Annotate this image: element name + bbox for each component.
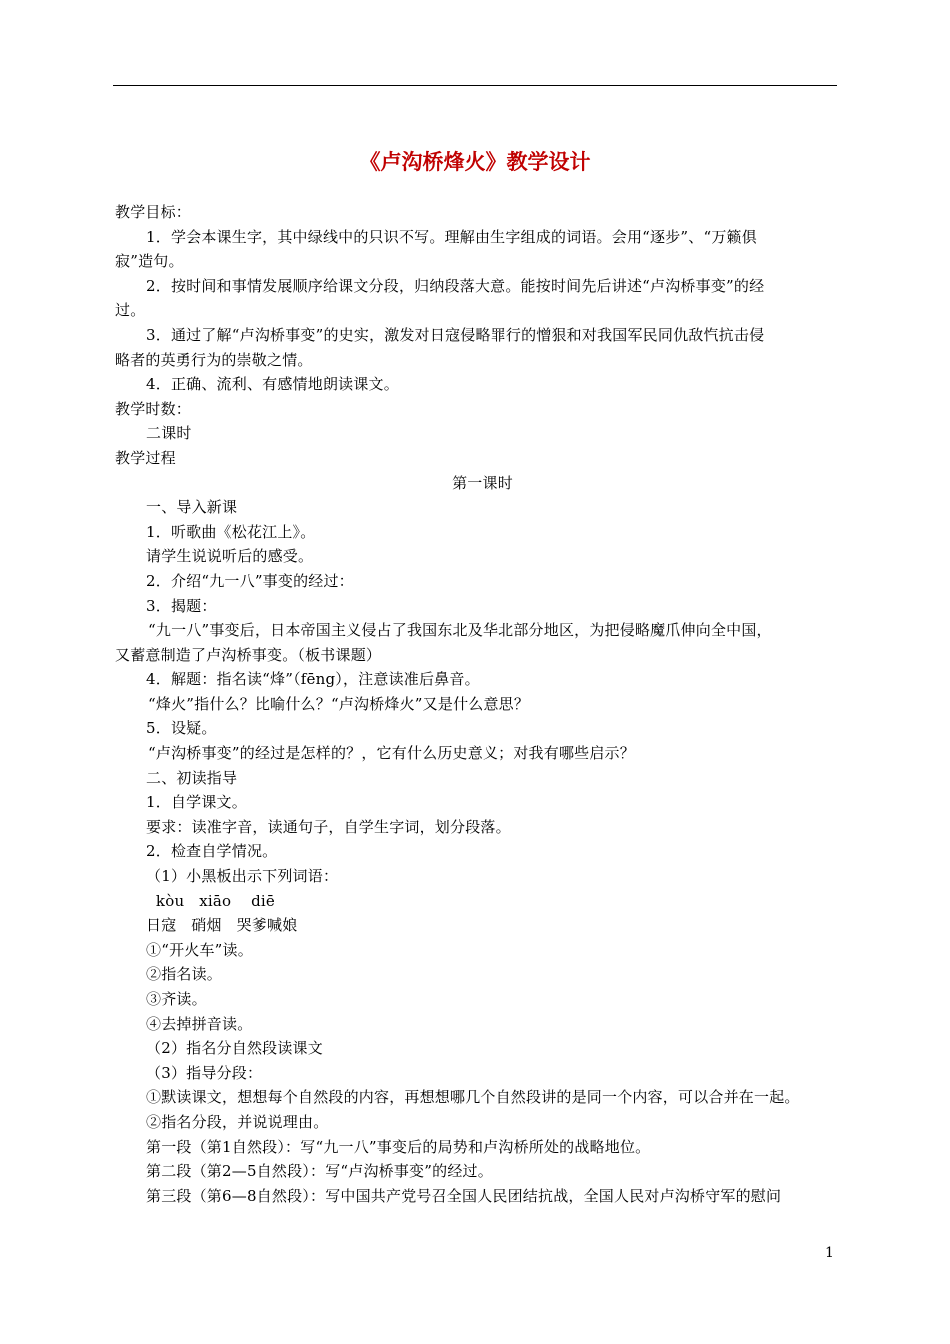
body-line: “烽火”指什么？比喻什么？“卢沟桥烽火”又是什么意思？: [148, 694, 530, 713]
body-line: 2．介绍“九一八”事变的经过：: [146, 571, 354, 590]
body-line: 寂”造句。: [115, 252, 184, 271]
body-line: 第一段（第1自然段）：写“九一八”事变后的局势和卢沟桥所处的战略地位。: [146, 1137, 651, 1156]
body-line: 1．学会本课生字，其中绿线中的只识不写。理解由生字组成的词语。会用“逐步”、“万籁俱: [146, 227, 757, 246]
body-line: ①默读课文，想想每个自然段的内容，再想想哪几个自然段讲的是同一个内容，可以合并在一起。: [146, 1088, 800, 1107]
body-line: 二、初读指导: [146, 768, 238, 787]
body-line: 略者的英勇行为的崇敬之情。: [115, 350, 313, 369]
body-line: 二课时: [146, 424, 192, 443]
body-line: 过。: [115, 301, 146, 320]
body-line: 1．自学课文。: [146, 793, 247, 812]
document-title: 《卢沟桥烽火》教学设计: [359, 149, 591, 174]
body-line: 第二段（第2—5自然段）：写“卢沟桥事变”的经过。: [146, 1162, 493, 1181]
body-line: 日寇 硝烟 哭爹喊娘: [146, 916, 298, 935]
body-line: 2．检查自学情况。: [146, 842, 278, 861]
body-line: ③齐读。: [146, 990, 207, 1008]
body-line: kòu xiāo diē: [146, 891, 276, 910]
body-line: 教学过程: [115, 448, 176, 467]
body-line: 教学目标：: [115, 203, 192, 221]
body-line: 第一课时: [452, 473, 513, 492]
body-line: 一、导入新课: [146, 498, 238, 517]
body-line: ①“开火车”读。: [146, 940, 253, 959]
body-line: 4．正确、流利、有感情地朗读课文。: [146, 375, 399, 394]
body-line: ④去掉拼音读。: [146, 1014, 253, 1033]
body-line: 4．解题：指名读“烽”（fēng），注意读准后鼻音。: [146, 670, 480, 689]
body-line: 5．设疑。: [146, 719, 217, 738]
body-line: （1）小黑板出示下列词语：: [146, 867, 339, 886]
body-line: （3）指导分段：: [146, 1063, 263, 1082]
body-line: ②指名分段，并说说理由。: [146, 1112, 329, 1131]
body-line: 3．通过了解“卢沟桥事变”的史实，激发对日寇侵略罪行的憎狠和对我国军民同仇敌忾抗击侵: [146, 325, 765, 344]
body-line: 3．揭题：: [146, 596, 217, 615]
body-line: 请学生说说听后的感受。: [146, 547, 314, 566]
body-line: ②指名读。: [146, 965, 223, 984]
body-line: 又蓄意制造了卢沟桥事变。（板书课题）: [115, 645, 382, 664]
body-line: （2）指名分自然段读课文: [146, 1039, 323, 1058]
document-body: [115, 200, 850, 1208]
header-rule: [113, 85, 837, 86]
body-line: 2．按时间和事情发展顺序给课文分段，归纳段落大意。能按时间先后讲述“卢沟桥事变”的经: [146, 276, 765, 295]
body-line: 1．听歌曲《松花江上》。: [146, 522, 316, 541]
body-line: “九一八”事变后，日本帝国主义侵占了我国东北及华北部分地区，为把侵略魔爪伸向全中国，: [148, 621, 772, 640]
page-number: 1: [825, 1245, 834, 1261]
body-line: 教学时数：: [115, 399, 192, 418]
body-line: 第三段（第6—8自然段）：写中国共产党号召全国人民团结抗战，全国人民对卢沟桥守军的慰问: [146, 1186, 782, 1205]
body-line: “卢沟桥事变”的经过是怎样的？，它有什么历史意义；对我有哪些启示？: [148, 744, 635, 763]
body-line: 要求：读准字音，读通句子，自学生字词，划分段落。: [146, 817, 511, 836]
